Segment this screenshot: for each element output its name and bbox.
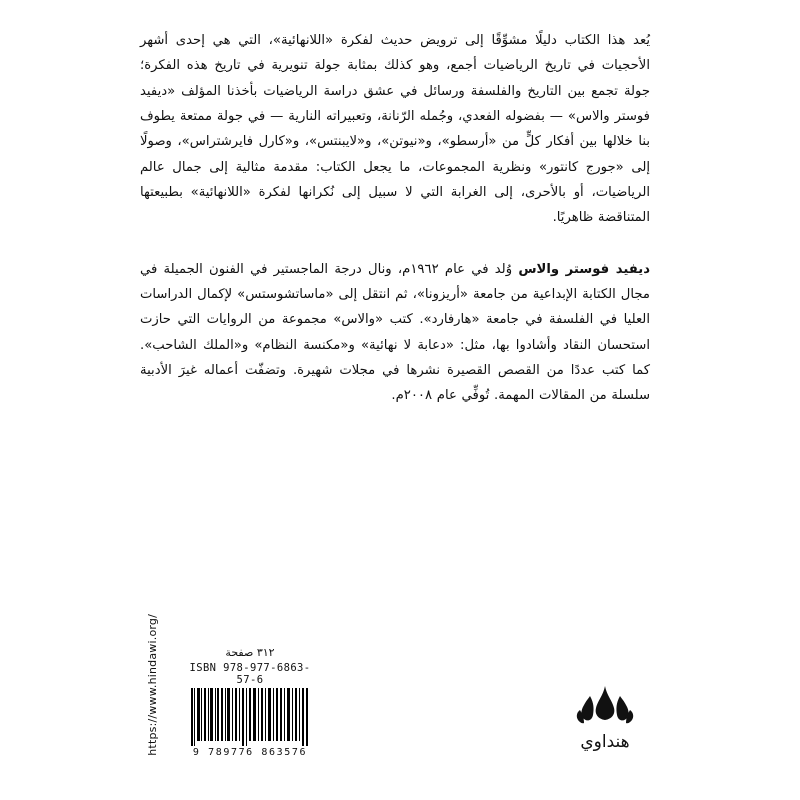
hindawi-flame-logo-icon bbox=[574, 684, 636, 728]
page-count-label: ٣١٢ صفحة bbox=[225, 646, 275, 659]
publisher-logo-block bbox=[560, 684, 650, 752]
blurb-text-column bbox=[140, 28, 650, 409]
author-bio-text: وُلد في عام ١٩٦٢م، ونال درجة الماجستير في الفنون الجميلة في مجال الكتابة الإبداعية من جامعة «أريزونا»، ثم انتقل إلى «ماساتشوستس» لإكمال الدراسات العليا في الفلسفة في جامعة «هارفارد». كتب «والاس» مجموعة من الروايات التي حازت استحسان النقاد وأشادوا بها، مثل: «دعابة لا نهائية» و«مكنسة النظام» و«الملك الشاحب». كما كتب عددًا من القصص القصيرة نشرها في مجلات شهيرة. وتضفّت أعماله غيرَ الأدبية سلسلة من المقالات المهمة. تُوفِّي عام ٢٠٠٨م. bbox=[140, 261, 650, 404]
blurb-paragraph-2 bbox=[140, 257, 650, 409]
isbn-label: ISBN 978-977-6863-57-6 bbox=[189, 662, 311, 686]
publisher-website-url[interactable]: https://www.hindawi.org/ bbox=[146, 614, 159, 756]
publisher-name: هنداوي bbox=[580, 732, 630, 752]
barcode-block bbox=[188, 646, 312, 758]
blurb-paragraph-1: يُعد هذا الكتاب دليلًا مشوِّقًا إلى ترويض حديث لفكرة «اللانهائية»، التي هي إحدى أشهر الأحجيات في تاريخ الرياضيات أجمع، وهو كذلك بمثابة جولة تنويرية في تاريخ هذه الفكرة؛ جولة تجمع بين التاريخ والفلسفة ورسائل في عشق دراسة الرياضيات بأخذنا المؤلف «ديفيد فوستر والاس» — بفضوله الفعدي، وجُمله الرّنانة، وتعبيراته النارية — في جولة ممتعة يطوف بنا خلالها بين أفكار كلٍّ من «أرسطو»، و«نيوتن»، و«لايبنتس»، و«كارل فايرشتراس»، وصولًا إلى «جورج كانتور» ونظرية المجموعات، ما يجعل الكتاب: مقدمة مثالية إلى جمال عالم الرياضيات، أو بالأحرى، إلى الغرابة التي لا سبيل إلى نُكرانها لفكرة «اللانهائية» بطبيعتها المتناقضة ظاهريًا. bbox=[140, 33, 650, 226]
barcode-image bbox=[191, 688, 309, 746]
author-name: ديفيد فوستر والاس bbox=[518, 261, 650, 277]
barcode-digits: 9 789776 863576 bbox=[192, 747, 308, 758]
